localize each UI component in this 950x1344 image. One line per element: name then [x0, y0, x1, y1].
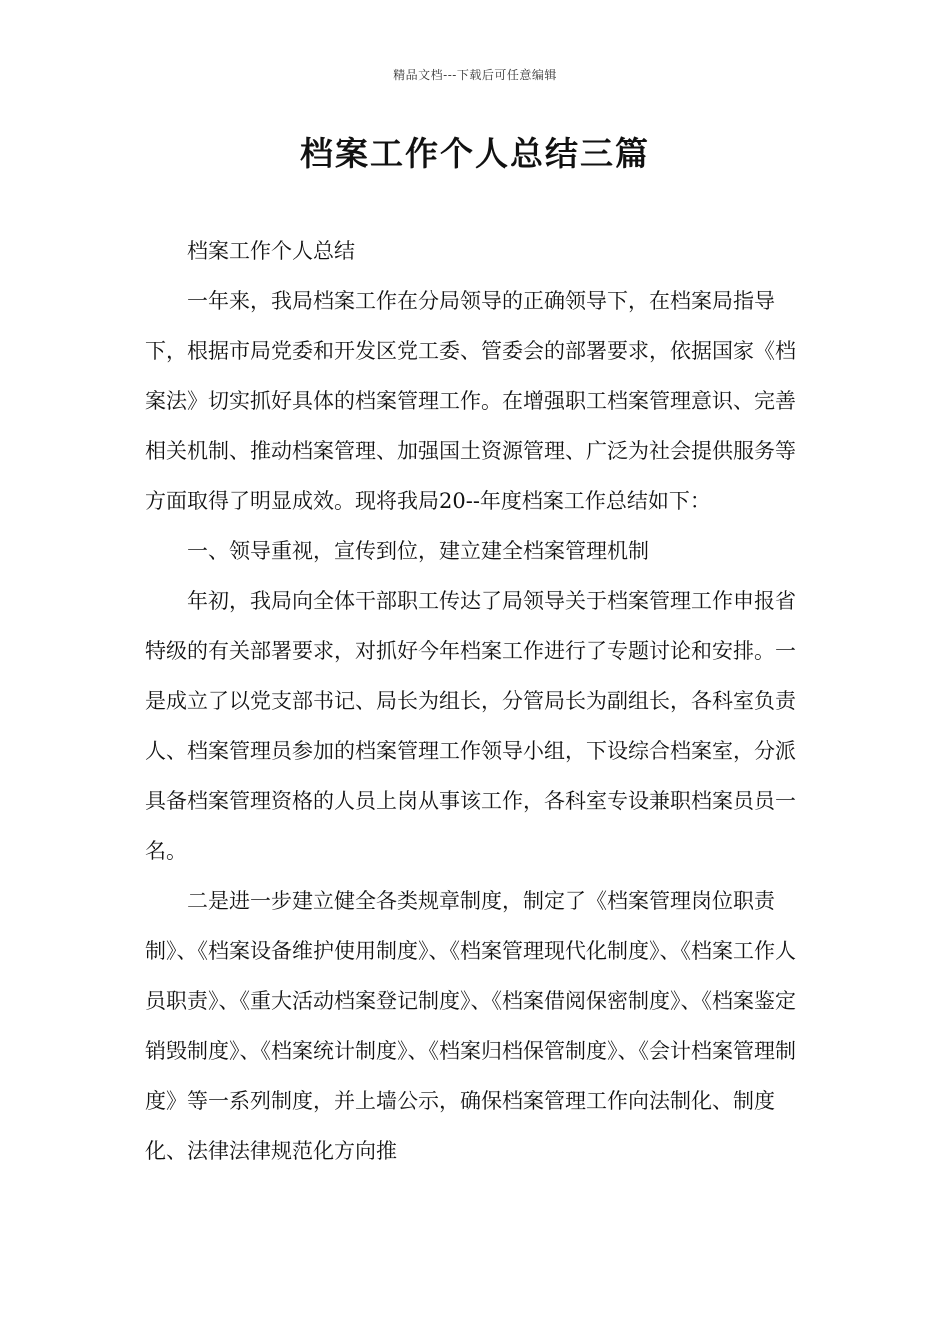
paragraph: 一年来，我局档案工作在分局领导的正确领导下，在档案局指导下，根据市局党委和开发区党工委、管委会的部署要求，依据国家《档案法》切实抓好具体的档案管理工作。在增强职工档案管理意识、完善相关机制、推动档案管理、加强国土资源管理、广泛为社会提供服务等方面取得了明显成效。现将我局20--年度档案工作总结如下：	[145, 289, 796, 513]
paragraph: 二是进一步建立健全各类规章制度，制定了《档案管理岗位职责制》、《档案设备维护使用制度》、《档案管理现代化制度》、《档案工作人员职责》、《重大活动档案登记制度》、《档案借阅保密制度》、《档案鉴定销毁制度》、《档案统计制度》、《档案归档保管制度》、《会计档案管理制度》等一系列制度，并上墙公示，确保档案管理工作向法制化、制度化、法律法律规范化方向推	[145, 889, 796, 1163]
paragraph: 年初，我局向全体干部职工传达了局领导关于档案管理工作申报省特级的有关部署要求，对抓好今年档案工作进行了专题讨论和安排。一是成立了以党支部书记、局长为组长，分管局长为副组长，各科室负责人、档案管理员参加的档案管理工作领导小组，下设综合档案室，分派具备档案管理资格的人员上岗从事该工作，各科室专设兼职档案员员一名。	[145, 589, 796, 863]
document-title: 档案工作个人总结三篇	[300, 134, 650, 173]
section-heading: 档案工作个人总结	[187, 239, 355, 263]
page-header: 精品文档---下载后可任意编辑	[393, 68, 557, 82]
section-heading: 一、领导重视，宣传到位，建立建全档案管理机制	[187, 539, 649, 563]
document-body	[145, 226, 811, 1176]
